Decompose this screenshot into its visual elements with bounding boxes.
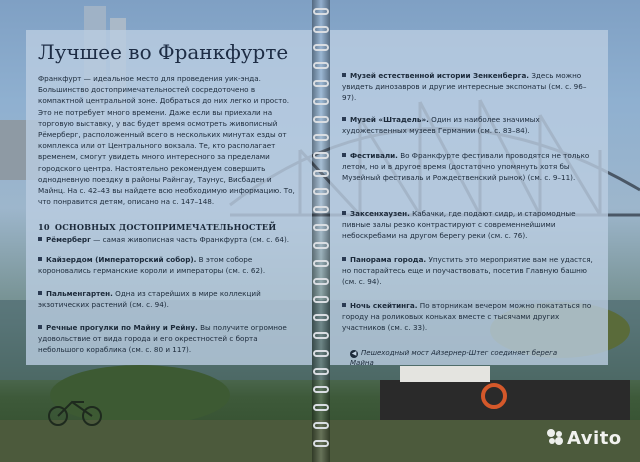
spiral-ring	[313, 152, 329, 159]
spiral-ring	[313, 62, 329, 69]
bullet-icon	[38, 237, 42, 241]
spiral-ring	[313, 332, 329, 339]
avito-watermark	[546, 428, 622, 451]
bullet-icon	[342, 257, 346, 261]
item-text: Кабачки, где подают сидр, и старомодные пивные залы резко контрастируют с современнейшими небоскребами на другом берегу реки (см. с. 76).	[342, 209, 576, 240]
watermark-text: Avito	[567, 428, 622, 449]
bullet-icon	[342, 117, 346, 121]
spiral-ring	[313, 242, 329, 249]
list-item	[342, 150, 600, 183]
trees	[50, 365, 230, 425]
item-name: Фестивали.	[350, 151, 398, 160]
spiral-ring	[313, 224, 329, 231]
list-item	[342, 208, 600, 241]
spiral-ring	[313, 80, 329, 87]
item-name: Панорама города.	[350, 255, 427, 264]
item-name: Кайзердом (Императорский собор).	[46, 255, 197, 264]
bullet-icon	[342, 303, 346, 307]
spiral-ring	[313, 386, 329, 393]
item-text: В этом соборе короновались германские короли и императоры (см. с. 62).	[38, 255, 266, 275]
spiral-ring	[313, 350, 329, 357]
section-heading	[38, 222, 300, 232]
spiral-ring	[313, 368, 329, 375]
spiral-ring	[313, 404, 329, 411]
item-name: Ночь скейтинга.	[350, 301, 418, 310]
page-title: Лучшее во Франкфурте	[38, 40, 289, 64]
spiral-ring	[313, 278, 329, 285]
spiral-ring	[313, 296, 329, 303]
spiral-ring	[313, 98, 329, 105]
list-item	[38, 322, 300, 355]
bullet-icon	[38, 257, 42, 261]
spiral-ring	[313, 8, 329, 15]
item-text: — самая живописная часть Франкфурта (см. с. 64).	[90, 235, 290, 244]
spiral-ring	[313, 116, 329, 123]
list-item	[342, 70, 600, 103]
spiral-ring	[313, 134, 329, 141]
spiral-ring	[313, 44, 329, 51]
list-item	[38, 254, 300, 276]
spiral-ring	[313, 188, 329, 195]
list-item	[342, 114, 600, 136]
bullet-icon	[342, 211, 346, 215]
bullet-icon	[342, 153, 346, 157]
list-item	[342, 254, 600, 287]
spiral-ring	[313, 206, 329, 213]
item-name: Заксенхаузен.	[350, 209, 410, 218]
item-text: Упустить это мероприятие вам не удастся, но постарайтесь еще и поучаствовать, посетив Главную башню (см. с. 94).	[342, 255, 593, 286]
item-text: Вы получите огромное удовольствие от вида города и его окрестностей с борта небольшого кораблика (см. с. 80 и 117).	[38, 323, 287, 354]
arrow-icon: ◀	[351, 350, 357, 357]
item-name: Музей «Штадель».	[350, 115, 429, 124]
item-text: Один из наиболее значимых художественных музеев Германии (см. с. 83–84).	[342, 115, 540, 135]
section-title: ОСНОВНЫХ ДОСТОПРИМЕЧАТЕЛЬНОСТЕЙ	[54, 222, 277, 232]
spiral-ring	[313, 26, 329, 33]
spiral-ring	[313, 314, 329, 321]
photo-caption	[350, 348, 570, 368]
intro-paragraph: Франкфурт — идеальное место для проведения уик-энда. Большинство достопримечательностей сосредоточено в компактной центральной зоне. Добраться до них легко и просто. Это не потребует много времени. Даже если вы приехали на торговую выставку, у вас будет время осмотреть живописный Рёмерберг, расположенный всего в нескольких минутах езды от комплекса или от Центрального вокзала. Те, кто располагает временем, смогут увидеть много интересного за пределами городского центра. Настоятельно рекомендуем совершить однодневную поездку в районы Райнгау, Таунус, Висбаден и Майнц. На с. 42–43 вы найдете всю необходимую информацию. То, что понравится детям, описано на с. 147–148.	[38, 74, 295, 207]
item-text: Во Франкфурте фестивали проводятся не только летом, но и в другое время (достаточно упомянуть хотя бы Музейный фестиваль и Рождественский рынок) (см. с. 9–11).	[342, 151, 590, 182]
bullet-icon	[38, 291, 42, 295]
item-name: Речные прогулки по Майну и Рейну.	[46, 323, 198, 332]
boat-cabin	[400, 366, 490, 382]
bullet-icon	[38, 325, 42, 329]
spiral-ring	[313, 260, 329, 267]
spiral-ring	[313, 170, 329, 177]
list-item	[38, 234, 300, 245]
item-name: Пальменгартен.	[46, 289, 113, 298]
list-item	[38, 288, 300, 310]
item-text: По вторникам вечером можно покататься по городу на роликовых коньках вместе с тысячами других участников (см. с. 33).	[342, 301, 592, 332]
list-item	[342, 300, 600, 333]
spiral-ring	[313, 440, 329, 447]
item-text: Здесь можно увидеть динозавров и другие интересные экспонаты (см. с. 96–97).	[342, 71, 587, 102]
item-name: Музей естественной истории Зенкенберга.	[350, 71, 530, 80]
caption-text: Пешеходный мост Айзернер-Штег соединяет берега Майна	[350, 349, 558, 367]
item-name: Рёмерберг	[46, 235, 91, 244]
section-number: 10	[38, 222, 50, 232]
spiral-ring	[313, 422, 329, 429]
avito-logo-icon	[546, 428, 564, 451]
bullet-icon	[342, 73, 346, 77]
item-text: Одна из старейших в мире коллекций экзотических растений (см. с. 94).	[38, 289, 261, 309]
